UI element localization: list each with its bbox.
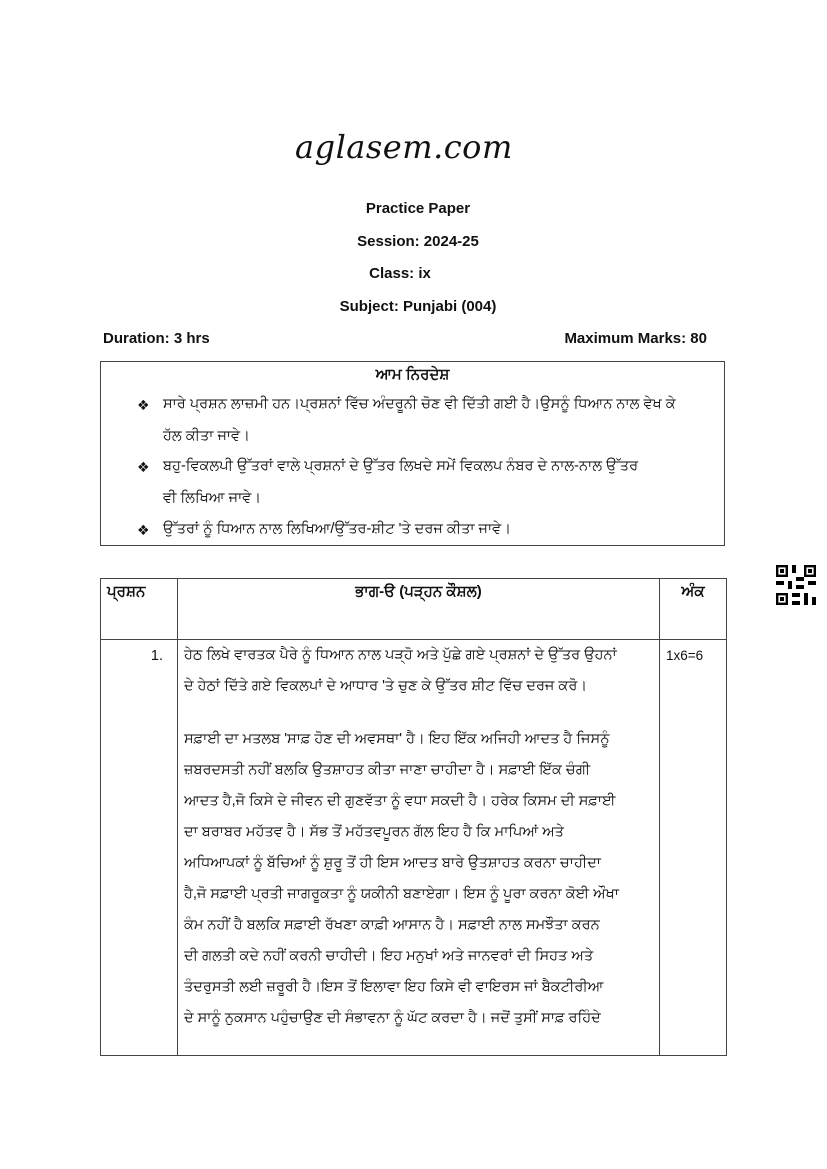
passage-line: ਕੰਮ ਨਹੀਂ ਹੈ ਬਲਕਿ ਸਫ਼ਾਈ ਰੱਖਣਾ ਕਾਫ਼ੀ ਆਸਾਨ ਹੈ। ਸਫ਼ਾਈ ਨਾਲ ਸਮਝੌਤਾ ਕਰਨ (184, 917, 600, 933)
questions-table (100, 578, 727, 1056)
instruction-line: ਸਾਰੇ ਪ੍ਰਸ਼ਨ ਲਾਜ਼ਮੀ ਹਨ।ਪ੍ਰਸ਼ਨਾਂ ਵਿੱਚ ਅੰਦਰੂਨੀ ਚੋਣ ਵੀ ਦਿੱਤੀ ਗਈ ਹੈ।ਉਸਨੂੰ ਧਿਆਨ ਨਾਲ ਵੇਖ ਕੇ (163, 396, 676, 412)
header-question: ਪ੍ਰਸ਼ਨ (101, 579, 178, 640)
table-row (101, 640, 727, 1056)
passage-line: ਦਾ ਬਰਾਬਰ ਮਹੱਤਵ ਹੈ। ਸੱਭ ਤੋਂ ਮਹੱਤਵਪੂਰਨ ਗੱਲ ਇਹ ਹੈ ਕਿ ਮਾਪਿਆਂ ਅਤੇ (184, 824, 564, 840)
instruction-line: ਬਹੁ-ਵਿਕਲਪੀ ਉੱਤਰਾਂ ਵਾਲੇ ਪ੍ਰਸ਼ਨਾਂ ਦੇ ਉੱਤਰ ਲਿਖਦੇ ਸਮੇਂ ਵਿਕਲਪ ਨੰਬਰ ਦੇ ਨਾਲ-ਨਾਲ ਉੱਤਰ (163, 458, 639, 474)
site-logo: aglasem.com (295, 128, 513, 166)
passage-line: ਸਫ਼ਾਈ ਦਾ ਮਤਲਬ 'ਸਾਫ਼ ਹੋਣ ਦੀ ਅਵਸਥਾ' ਹੈ। ਇਹ ਇੱਕ ਅਜਿਹੀ ਆਦਤ ਹੈ ਜਿਸਨੂੰ (184, 731, 610, 747)
table-header-row (101, 579, 727, 640)
session: Session: 2024-25 (357, 233, 479, 250)
maximum-marks: Maximum Marks: 80 (564, 330, 707, 347)
qr-code-icon (776, 565, 816, 605)
question-instruction: ਦੇ ਹੇਠਾਂ ਦਿੱਤੇ ਗਏ ਵਿਕਲਪਾਂ ਦੇ ਆਧਾਰ 'ਤੇ ਚੁਣ ਕੇ ਉੱਤਰ ਸ਼ੀਟ ਵਿੱਚ ਦਰਜ ਕਰੋ। (184, 678, 588, 694)
paper-title: Practice Paper (365, 200, 471, 217)
question-content (178, 640, 660, 1056)
bullet-icon: ❖ (137, 522, 150, 538)
general-instructions-box (100, 361, 725, 546)
instruction-line: ਵੀ ਲਿਖਿਆ ਜਾਵੇ। (163, 490, 262, 506)
duration: Duration: 3 hrs (103, 330, 210, 347)
passage-line: ਹੈ,ਜੋ ਸਫ਼ਾਈ ਪ੍ਰਤੀ ਜਾਗਰੂਕਤਾ ਨੂੰ ਯਕੀਨੀ ਬਣਾਏਗਾ। ਇਸ ਨੂੰ ਪੂਰਾ ਕਰਨਾ ਕੋਈ ਔਖਾ (184, 886, 619, 902)
instructions-title: ਆਮ ਨਿਰਦੇਸ਼ (375, 366, 450, 383)
passage-line: ਅਧਿਆਪਕਾਂ ਨੂੰ ਬੱਚਿਆਂ ਨੂੰ ਸ਼ੁਰੂ ਤੋਂ ਹੀ ਇਸ ਆਦਤ ਬਾਰੇ ਉਤਸ਼ਾਹਤ ਕਰਨਾ ਚਾਹੀਦਾ (184, 855, 601, 871)
passage-line: ਜ਼ਬਰਦਸਤੀ ਨਹੀਂ ਬਲਕਿ ਉਤਸ਼ਾਹਤ ਕੀਤਾ ਜਾਣਾ ਚਾਹੀਦਾ ਹੈ। ਸਫ਼ਾਈ ਇੱਕ ਚੰਗੀ (184, 762, 591, 778)
instruction-line: ਉੱਤਰਾਂ ਨੂੰ ਧਿਆਨ ਨਾਲ ਲਿਖਿਆ/ਉੱਤਰ-ਸ਼ੀਟ 'ਤੇ ਦਰਜ ਕੀਤਾ ਜਾਵੇ। (163, 521, 512, 537)
passage-line: ਆਦਤ ਹੈ,ਜੋ ਕਿਸੇ ਦੇ ਜੀਵਨ ਦੀ ਗੁਣਵੱਤਾ ਨੂੰ ਵਧਾ ਸਕਦੀ ਹੈ। ਹਰੇਕ ਕਿਸਮ ਦੀ ਸਫ਼ਾਈ (184, 793, 616, 809)
passage-line: ਦੇ ਸਾਨੂੰ ਨੁਕਸਾਨ ਪਹੁੰਚਾਉਣ ਦੀ ਸੰਭਾਵਨਾ ਨੂੰ ਘੱਟ ਕਰਦਾ ਹੈ। ਜਦੋਂ ਤੁਸੀਂ ਸਾਫ਼ ਰਹਿੰਦੇ (184, 1010, 601, 1026)
passage-line: ਦੀ ਗਲਤੀ ਕਦੇ ਨਹੀਂ ਕਰਨੀ ਚਾਹੀਦੀ। ਇਹ ਮਨੁਖਾਂ ਅਤੇ ਜਾਨਵਰਾਂ ਦੀ ਸਿਹਤ ਅਤੇ (184, 948, 594, 964)
question-number: 1. (101, 640, 178, 1056)
instruction-line: ਹੱਲ ਕੀਤਾ ਜਾਵੇ। (163, 428, 250, 444)
class: Class: ix (369, 265, 431, 282)
question-marks: 1x6=6 (660, 640, 727, 1056)
passage-line: ਤੰਦਰੁਸਤੀ ਲਈ ਜ਼ਰੂਰੀ ਹੈ।ਇਸ ਤੋਂ ਇਲਾਵਾ ਇਹ ਕਿਸੇ ਵੀ ਵਾਇਰਸ ਜਾਂ ਬੈਕਟੀਰੀਆ (184, 979, 604, 995)
bullet-icon: ❖ (137, 397, 150, 413)
header-marks: ਅੰਕ (660, 579, 727, 640)
subject: Subject: Punjabi (004) (339, 298, 497, 315)
bullet-icon: ❖ (137, 459, 150, 475)
header-section: ਭਾਗ-ੳ (ਪੜ੍ਹਨ ਕੌਸ਼ਲ) (178, 579, 660, 640)
question-instruction: ਹੇਠ ਲਿਖੇ ਵਾਰਤਕ ਪੈਰੇ ਨੂੰ ਧਿਆਨ ਨਾਲ ਪੜ੍ਹੋ ਅਤੇ ਪੁੱਛੇ ਗਏ ਪ੍ਰਸ਼ਨਾਂ ਦੇ ਉੱਤਰ ਉਹਨਾਂ (184, 647, 617, 663)
